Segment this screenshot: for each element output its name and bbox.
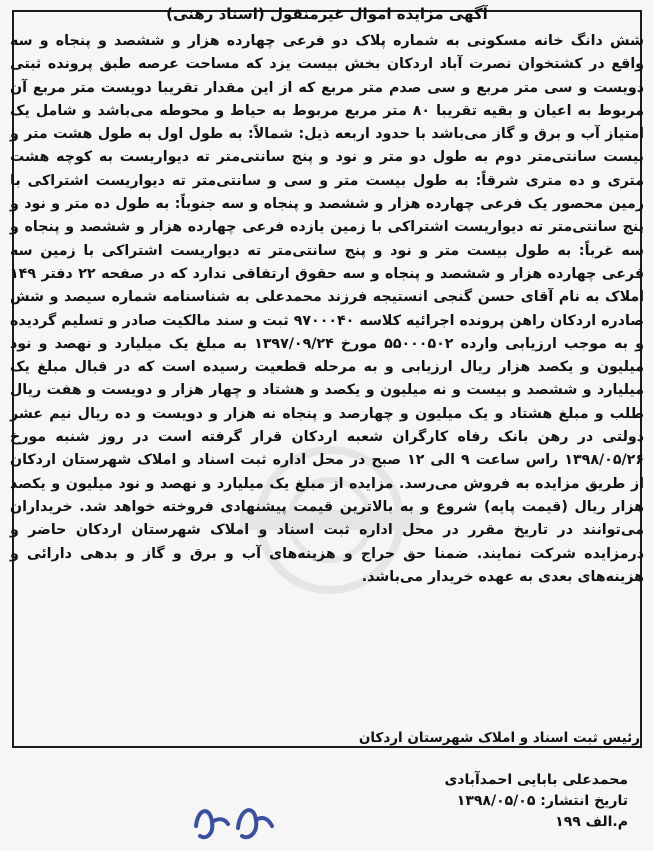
publish-date: تاریخ انتشار: ۱۳۹۸/۰۵/۰۵ (456, 793, 628, 809)
notice-footer (444, 770, 628, 833)
notice-body: شش دانگ خانه مسکونی به شماره پلاک دو فرعی چهارده هزار و ششصد و پنجاه و سه واقع در کشتخوان نصرت آباد اردکان بخش بیست یزد که مساحت عرصه طبق پرونده ثبتی دویست و سی متر مربع و سی صدم متر مربع که از این مقدار تقریبا دویست متر مربع آن مربوط به اعیان و بقیه تقریبا ۸۰ متر مربع مربوط به حیاط و محوطه می‌باشد و شامل یک امتیاز آب و برق و گاز می‌باشد با حدود اربعه ذیل: شمالاً: به طول اول به طول هشت متر و بیست سانتی‌متر دوم به طول دو متر و نود و پنج سانتی‌متر ته دیواریست به کوچه هشت متری و ده متری شرقاً: به طول بیست متر و سی و سانتی‌متر ته دیواریست اشتراکی با زمین محصور یک فرعی چهارده هزار و ششصد و پنجاه و سه جنوباً: به طول ده متر و نود و پنج سانتی‌متر ته دیواریست اشتراکی با زمین یازده فرعی چهارده هزار و ششصد و پنجاه و سه غرباً: به طول بیست متر و نود و پنج سانتی‌متر ته دیواریست اشتراکی با زمین سه فرعی چهارده هزار و ششصد و پنجاه و سه حقوق ارتفاقی ندارد که در صفحه ۲۲ دفتر ۱۴۹ املاک به نام آقای حسن گنجی انستیجه فرزند محمدعلی به شناسنامه شماره سیصد و شش صادره اردکان راهن پرونده اجرائیه کلاسه ۹۷۰۰۰۴۰ ثبت و سند مالکیت صادر و تسلیم گردیده و به موجب ارزیابی وارده ۵۵۰۰۰۵۰۲ مورخ ۱۳۹۷/۰۹/۲۴ به مبلغ یک میلیارد و نهصد و نود میلیون و یکصد هزار ریال ارزیابی و به مرحله قطعیت رسیده است که در قبال مبلغ یک میلیارد و ششصد و بیست و نه میلیون و یکصد و هشتاد و چهار هزار و دویست و هفت ریال طلب و مبلغ هشتاد و یک میلیون و چهارصد و پنجاه نه هزار و دویست و ده ریال نیم عشر دولتی در رهن بانک رفاه کارگران شعبه اردکان قرار گرفته است در روز شنبه مورخ ۱۳۹۸/۰۵/۲۶ راس ساعت ۹ الی ۱۲ صبح در محل اداره ثبت اسناد و املاک شهرستان اردکان از طریق مزایده به فروش می‌رسد. مزایده از مبلغ یک میلیارد و نهصد و نود میلیون و یکصد هزار ریال (قیمت پایه) شروع و به بالاترین قیمت پیشنهادی فروخته خواهد شد. خریداران می‌توانند در تاریخ مقرر در محل اداره ثبت اسناد و املاک شهرستان اردکان حاضر و درمزایده شرکت نمایند. ضمنا حق حراج و هزینه‌های آب و برق و گاز و بدهی دارائی و هزینه‌های بعدی به عهده خریدار می‌باشد. (10, 33, 645, 585)
signatory-title: رئیس ثبت اسناد و املاک شهرستان اردکان (358, 730, 640, 746)
handwritten-mark (188, 778, 280, 848)
signatory-name: محمدعلی بابایی احمدآبادی (444, 772, 628, 788)
reference-code: م.الف ۱۹۹ (555, 814, 628, 830)
notice-title: آگهی مزایده اموال غیرمنقول (اسناد رهنی) (166, 5, 488, 23)
